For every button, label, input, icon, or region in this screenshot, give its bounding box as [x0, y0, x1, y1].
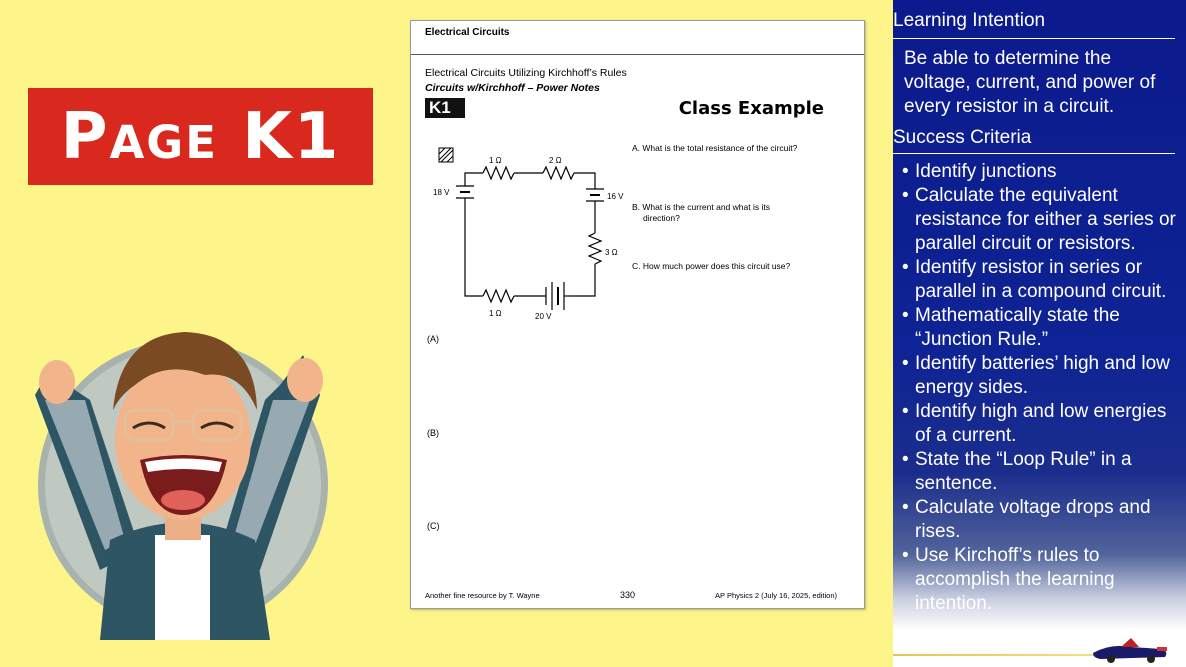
learning-panel — [893, 0, 1186, 630]
learning-intention-text: Be able to determine the voltage, current, and power of every resistor in a circuit. — [904, 48, 1156, 117]
v2-label: 16 V — [607, 192, 624, 201]
criteria-item: • Identify high and low energies of a current. — [900, 400, 1185, 448]
criteria-item: • State the “Loop Rule” in a sentence. — [900, 448, 1185, 496]
criteria-item: • Mathematically state the “Junction Rule.” — [900, 304, 1185, 352]
class-example-heading: Class Example — [678, 98, 824, 119]
answer-label-a: (A) — [427, 334, 439, 344]
gold-accent-line — [893, 654, 1103, 656]
header-divider — [411, 54, 864, 55]
r3-label: 3 Ω — [605, 248, 618, 257]
cartoon-avatar — [15, 300, 345, 640]
criteria-item: • Identify resistor in series or parallel in a compound circuit. — [900, 256, 1185, 304]
r4-label: 1 Ω — [489, 309, 502, 318]
v1-label: 18 V — [433, 188, 450, 197]
worksheet-header: Electrical Circuits — [425, 27, 510, 38]
success-criteria-list — [900, 160, 1185, 616]
intention-divider — [893, 38, 1175, 39]
criteria-divider — [893, 153, 1175, 154]
criteria-item: • Use Kirchoff’s rules to accomplish the learning intention. — [900, 544, 1185, 616]
footer-edition: AP Physics 2 (July 16, 2025, edition) — [715, 591, 838, 600]
v3-label: 20 V — [535, 312, 552, 321]
page-label-banner — [28, 88, 373, 185]
question-b: B. What is the current and what is its direction? — [632, 202, 770, 223]
bottom-strip — [893, 630, 1186, 667]
worksheet-subtitle: Circuits w/Kirchhoff – Power Notes — [425, 82, 600, 94]
section-badge: K1 — [425, 98, 465, 118]
question-c: C. How much power does this circuit use? — [632, 261, 791, 271]
r1-label: 1 Ω — [489, 156, 502, 165]
page-label: Page K1 — [60, 99, 341, 174]
worksheet-title: Electrical Circuits Utilizing Kirchhoff’s Rules — [425, 67, 627, 79]
criteria-item: • Calculate the equivalent resistance for either a series or parallel circuit or resistors. — [900, 184, 1185, 256]
question-a: A. What is the total resistance of the circuit? — [632, 143, 798, 153]
footer-page-number: 330 — [620, 590, 636, 600]
rocket-car-logo-icon — [1091, 635, 1171, 665]
footer-credit: Another fine resource by T. Wayne — [425, 591, 540, 600]
criteria-item: • Calculate voltage drops and rises. — [900, 496, 1185, 544]
answer-label-b: (B) — [427, 428, 439, 438]
r2-label: 2 Ω — [549, 156, 562, 165]
answer-label-c: (C) — [427, 521, 440, 531]
criteria-item: • Identify batteries’ high and low energy sides. — [900, 352, 1185, 400]
worksheet-page — [410, 20, 865, 609]
circuit-diagram — [421, 141, 631, 321]
learning-intention-heading: Learning Intention — [893, 10, 1046, 31]
success-criteria-heading: Success Criteria — [893, 127, 1032, 148]
criteria-item: • Identify junctions — [900, 160, 1185, 184]
